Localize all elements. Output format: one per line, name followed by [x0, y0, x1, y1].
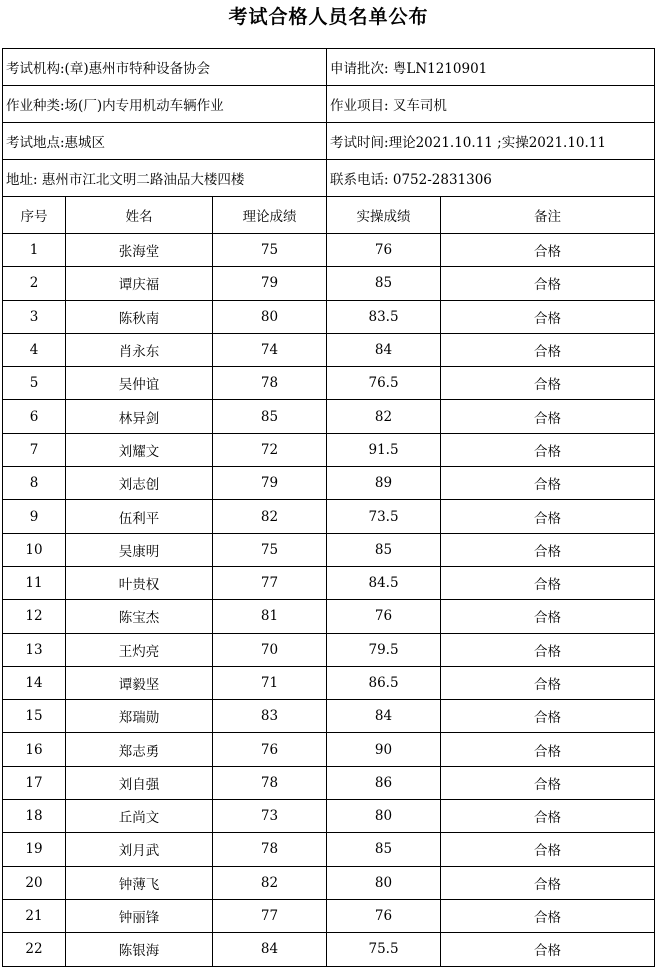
- cell-name: 陈宝杰: [66, 600, 213, 633]
- table-row: [3, 566, 655, 599]
- header-theory: 理论成绩: [213, 197, 327, 234]
- table-row: [3, 600, 655, 633]
- cell-theory: 83: [213, 700, 327, 733]
- cell-remark: 合格: [441, 633, 655, 666]
- cell-name: 吴仲谊: [66, 367, 213, 400]
- cell-practice: 76.5: [327, 367, 441, 400]
- cell-theory: 72: [213, 433, 327, 466]
- table-row: [3, 234, 655, 267]
- header-remark: 备注: [441, 197, 655, 234]
- cell-name: 陈银海: [66, 933, 213, 966]
- cell-practice: 83.5: [327, 300, 441, 333]
- table-row: [3, 333, 655, 366]
- cell-theory: 75: [213, 533, 327, 566]
- cell-remark: 合格: [441, 566, 655, 599]
- cell-seq: 3: [3, 300, 66, 333]
- cell-remark: 合格: [441, 467, 655, 500]
- cell-remark: 合格: [441, 899, 655, 932]
- cell-theory: 85: [213, 400, 327, 433]
- cell-seq: 8: [3, 467, 66, 500]
- contact-phone: 联系电话: 0752-2831306: [327, 160, 655, 197]
- cell-remark: 合格: [441, 800, 655, 833]
- cell-practice: 90: [327, 733, 441, 766]
- cell-seq: 15: [3, 700, 66, 733]
- cell-remark: 合格: [441, 666, 655, 699]
- cell-seq: 10: [3, 533, 66, 566]
- table-row: [3, 300, 655, 333]
- cell-seq: 14: [3, 666, 66, 699]
- cell-theory: 75: [213, 234, 327, 267]
- cell-remark: 合格: [441, 933, 655, 966]
- cell-remark: 合格: [441, 500, 655, 533]
- cell-theory: 80: [213, 300, 327, 333]
- table-row: [3, 933, 655, 966]
- table-row: [3, 400, 655, 433]
- cell-seq: 5: [3, 367, 66, 400]
- cell-remark: 合格: [441, 367, 655, 400]
- cell-seq: 20: [3, 866, 66, 899]
- cell-name: 钟薄飞: [66, 866, 213, 899]
- cell-remark: 合格: [441, 267, 655, 300]
- table-row: [3, 500, 655, 533]
- header-practice: 实操成绩: [327, 197, 441, 234]
- cell-seq: 17: [3, 766, 66, 799]
- cell-name: 丘尚文: [66, 800, 213, 833]
- work-category: 作业种类:场(厂)内专用机动车辆作业: [3, 86, 327, 123]
- cell-remark: 合格: [441, 433, 655, 466]
- cell-seq: 21: [3, 899, 66, 932]
- address: 地址: 惠州市江北文明二路油品大楼四楼: [3, 160, 327, 197]
- cell-practice: 84: [327, 333, 441, 366]
- cell-seq: 13: [3, 633, 66, 666]
- info-row: [3, 49, 655, 86]
- cell-practice: 76: [327, 234, 441, 267]
- cell-theory: 77: [213, 899, 327, 932]
- application-batch: 申请批次: 粤LN1210901: [327, 49, 655, 86]
- cell-remark: 合格: [441, 766, 655, 799]
- cell-seq: 19: [3, 833, 66, 866]
- info-row: [3, 123, 655, 160]
- cell-name: 刘志创: [66, 467, 213, 500]
- table-row: [3, 433, 655, 466]
- cell-practice: 80: [327, 866, 441, 899]
- cell-theory: 78: [213, 833, 327, 866]
- cell-seq: 1: [3, 234, 66, 267]
- table-row: [3, 700, 655, 733]
- table-row: [3, 666, 655, 699]
- table-row: [3, 866, 655, 899]
- cell-practice: 82: [327, 400, 441, 433]
- cell-name: 谭毅坚: [66, 666, 213, 699]
- cell-practice: 89: [327, 467, 441, 500]
- cell-theory: 78: [213, 367, 327, 400]
- table-row: [3, 633, 655, 666]
- cell-name: 吴康明: [66, 533, 213, 566]
- cell-remark: 合格: [441, 733, 655, 766]
- exam-organization: 考试机构:(章)惠州市特种设备协会: [3, 49, 327, 86]
- table-header-row: [3, 197, 655, 234]
- cell-theory: 79: [213, 267, 327, 300]
- cell-name: 钟丽锋: [66, 899, 213, 932]
- cell-name: 刘月武: [66, 833, 213, 866]
- cell-seq: 6: [3, 400, 66, 433]
- cell-remark: 合格: [441, 833, 655, 866]
- cell-name: 郑志勇: [66, 733, 213, 766]
- cell-theory: 71: [213, 666, 327, 699]
- cell-name: 王灼亮: [66, 633, 213, 666]
- cell-remark: 合格: [441, 700, 655, 733]
- table-row: [3, 733, 655, 766]
- info-row: [3, 160, 655, 197]
- table-row: [3, 467, 655, 500]
- cell-practice: 86: [327, 766, 441, 799]
- cell-practice: 84: [327, 700, 441, 733]
- cell-theory: 78: [213, 766, 327, 799]
- table-row: [3, 899, 655, 932]
- table-row: [3, 367, 655, 400]
- cell-name: 谭庆福: [66, 267, 213, 300]
- cell-remark: 合格: [441, 600, 655, 633]
- cell-theory: 82: [213, 500, 327, 533]
- cell-seq: 12: [3, 600, 66, 633]
- cell-theory: 73: [213, 800, 327, 833]
- cell-name: 刘耀文: [66, 433, 213, 466]
- cell-practice: 85: [327, 833, 441, 866]
- table-row: [3, 267, 655, 300]
- cell-practice: 80: [327, 800, 441, 833]
- table-row: [3, 766, 655, 799]
- cell-practice: 86.5: [327, 666, 441, 699]
- cell-seq: 11: [3, 566, 66, 599]
- table-row: [3, 833, 655, 866]
- cell-remark: 合格: [441, 333, 655, 366]
- table-row: [3, 800, 655, 833]
- cell-practice: 91.5: [327, 433, 441, 466]
- results-table: [2, 48, 655, 967]
- cell-seq: 4: [3, 333, 66, 366]
- cell-name: 林异剑: [66, 400, 213, 433]
- page-title: 考试合格人员名单公布: [228, 6, 429, 28]
- cell-seq: 18: [3, 800, 66, 833]
- cell-practice: 75.5: [327, 933, 441, 966]
- cell-name: 刘自强: [66, 766, 213, 799]
- cell-name: 叶贵权: [66, 566, 213, 599]
- cell-theory: 82: [213, 866, 327, 899]
- cell-remark: 合格: [441, 234, 655, 267]
- cell-name: 张海堂: [66, 234, 213, 267]
- cell-practice: 84.5: [327, 566, 441, 599]
- cell-name: 伍利平: [66, 500, 213, 533]
- cell-name: 郑瑞勋: [66, 700, 213, 733]
- exam-time: 考试时间:理论2021.10.11 ;实操2021.10.11: [327, 123, 655, 160]
- work-item: 作业项目: 叉车司机: [327, 86, 655, 123]
- exam-location: 考试地点:惠城区: [3, 123, 327, 160]
- cell-theory: 76: [213, 733, 327, 766]
- cell-remark: 合格: [441, 300, 655, 333]
- cell-remark: 合格: [441, 533, 655, 566]
- cell-remark: 合格: [441, 400, 655, 433]
- header-name: 姓名: [66, 197, 213, 234]
- cell-theory: 79: [213, 467, 327, 500]
- cell-seq: 16: [3, 733, 66, 766]
- header-seq: 序号: [3, 197, 66, 234]
- cell-theory: 74: [213, 333, 327, 366]
- cell-theory: 77: [213, 566, 327, 599]
- cell-seq: 22: [3, 933, 66, 966]
- cell-name: 肖永东: [66, 333, 213, 366]
- info-row: [3, 86, 655, 123]
- table-row: [3, 533, 655, 566]
- cell-practice: 85: [327, 267, 441, 300]
- cell-remark: 合格: [441, 866, 655, 899]
- cell-seq: 2: [3, 267, 66, 300]
- cell-theory: 81: [213, 600, 327, 633]
- cell-theory: 84: [213, 933, 327, 966]
- cell-practice: 85: [327, 533, 441, 566]
- cell-seq: 9: [3, 500, 66, 533]
- cell-practice: 79.5: [327, 633, 441, 666]
- cell-name: 陈秋南: [66, 300, 213, 333]
- cell-practice: 76: [327, 600, 441, 633]
- cell-practice: 76: [327, 899, 441, 932]
- cell-theory: 70: [213, 633, 327, 666]
- cell-seq: 7: [3, 433, 66, 466]
- cell-practice: 73.5: [327, 500, 441, 533]
